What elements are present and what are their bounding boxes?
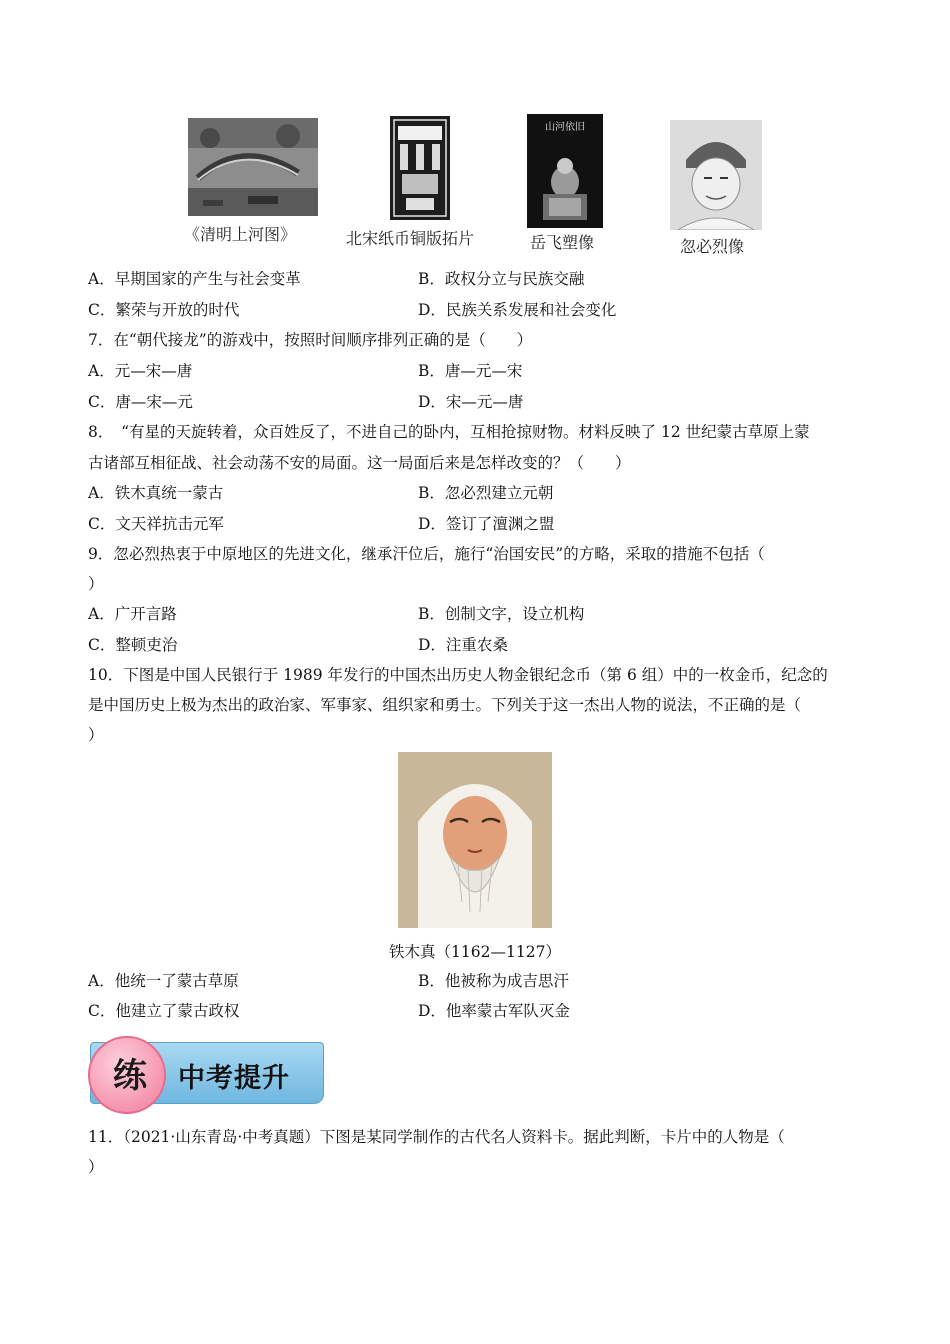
q10-option-a[interactable]: A．他统一了蒙古草原	[88, 972, 239, 990]
q10-stem-line1: 10．下图是中国人民银行于 1989 年发行的中国杰出历史人物金银纪念币（第 6 组）中的一枚金币，纪念的	[88, 666, 828, 684]
q6-option-d[interactable]: D．民族关系发展和社会变化	[418, 301, 617, 319]
kublai-caption: 忽必烈像	[680, 237, 745, 256]
banner-title: 中考提升	[178, 1063, 290, 1094]
q10-option-c[interactable]: C．他建立了蒙古政权	[88, 1002, 240, 1020]
q11-stem-line2: ）	[88, 1158, 104, 1176]
q10-option-b[interactable]: B．他被称为成吉思汗	[418, 972, 569, 990]
q8-stem-line1: 8． “有星的天旋转着，众百姓反了，不进自己的卧内，互相抢掠财物。材料反映了 12 世纪蒙古草原上蒙	[88, 423, 810, 441]
q8-stem-line2: 古诸部互相征战、社会动荡不安的局面。这一局面后来是怎样改变的？（ ）	[88, 454, 631, 472]
q7-option-b[interactable]: B．唐—元—宋	[418, 362, 523, 380]
section-banner	[90, 1042, 324, 1104]
yuefei-statue-image	[527, 114, 603, 228]
q10-option-d[interactable]: D．他率蒙古军队灭金	[418, 1002, 570, 1020]
q6-option-b[interactable]: B．政权分立与民族交融	[418, 270, 585, 288]
q9-option-b[interactable]: B．创制文字，设立机构	[418, 605, 585, 623]
banner-badge-char: 练	[113, 1056, 147, 1096]
q6-option-a[interactable]: A．早期国家的产生与社会变革	[88, 270, 301, 288]
q7-option-a[interactable]: A．元—宋—唐	[88, 362, 193, 380]
q8-option-c[interactable]: C．文天祥抗击元军	[88, 515, 224, 533]
q9-option-c[interactable]: C．整顿吏治	[88, 636, 178, 654]
q11-stem-line1: 11．（2021·山东青岛·中考真题）下图是某同学制作的古代名人资料卡。据此判断，卡片中的人物是（	[88, 1128, 785, 1146]
q8-option-d[interactable]: D．签订了澶渊之盟	[418, 515, 555, 533]
q8-option-b[interactable]: B．忽必烈建立元朝	[418, 484, 554, 502]
yuefei-inscription: 山河依旧	[545, 122, 585, 133]
q10-stem-line2: 是中国历史上极为杰出的政治家、军事家、组织家和勇士。下列关于这一杰出人物的说法，不正确的是（	[88, 696, 802, 714]
q9-option-a[interactable]: A．广开言路	[88, 605, 177, 623]
q9-stem-line1: 9．忽必烈热衷于中原地区的先进文化，继承汗位后，施行“治国安民”的方略，采取的措施不包括（	[88, 545, 765, 563]
q9-option-d[interactable]: D．注重农桑	[418, 636, 508, 654]
q7-option-d[interactable]: D．宋—元—唐	[418, 393, 524, 411]
q9-stem-line2: ）	[88, 575, 104, 593]
banknote-caption: 北宋纸币铜版拓片	[346, 229, 475, 248]
q7-stem: 7．在“朝代接龙”的游戏中，按照时间顺序排列正确的是（ ）	[88, 331, 533, 349]
yuefei-caption: 岳飞塑像	[530, 233, 595, 252]
genghis-khan-portrait-image	[398, 752, 552, 928]
banknote-rubbing-image	[390, 116, 450, 220]
qingming-caption: 《清明上河图》	[184, 225, 297, 244]
q8-option-a[interactable]: A．铁木真统一蒙古	[88, 484, 224, 502]
qingming-painting-image	[188, 118, 318, 216]
q10-stem-line3: ）	[88, 726, 104, 744]
kublai-portrait-image	[670, 120, 762, 230]
q6-option-c[interactable]: C．繁荣与开放的时代	[88, 301, 240, 319]
q10-figure-caption: 铁木真（1162—1127）	[389, 943, 561, 961]
q7-option-c[interactable]: C．唐—宋—元	[88, 393, 193, 411]
